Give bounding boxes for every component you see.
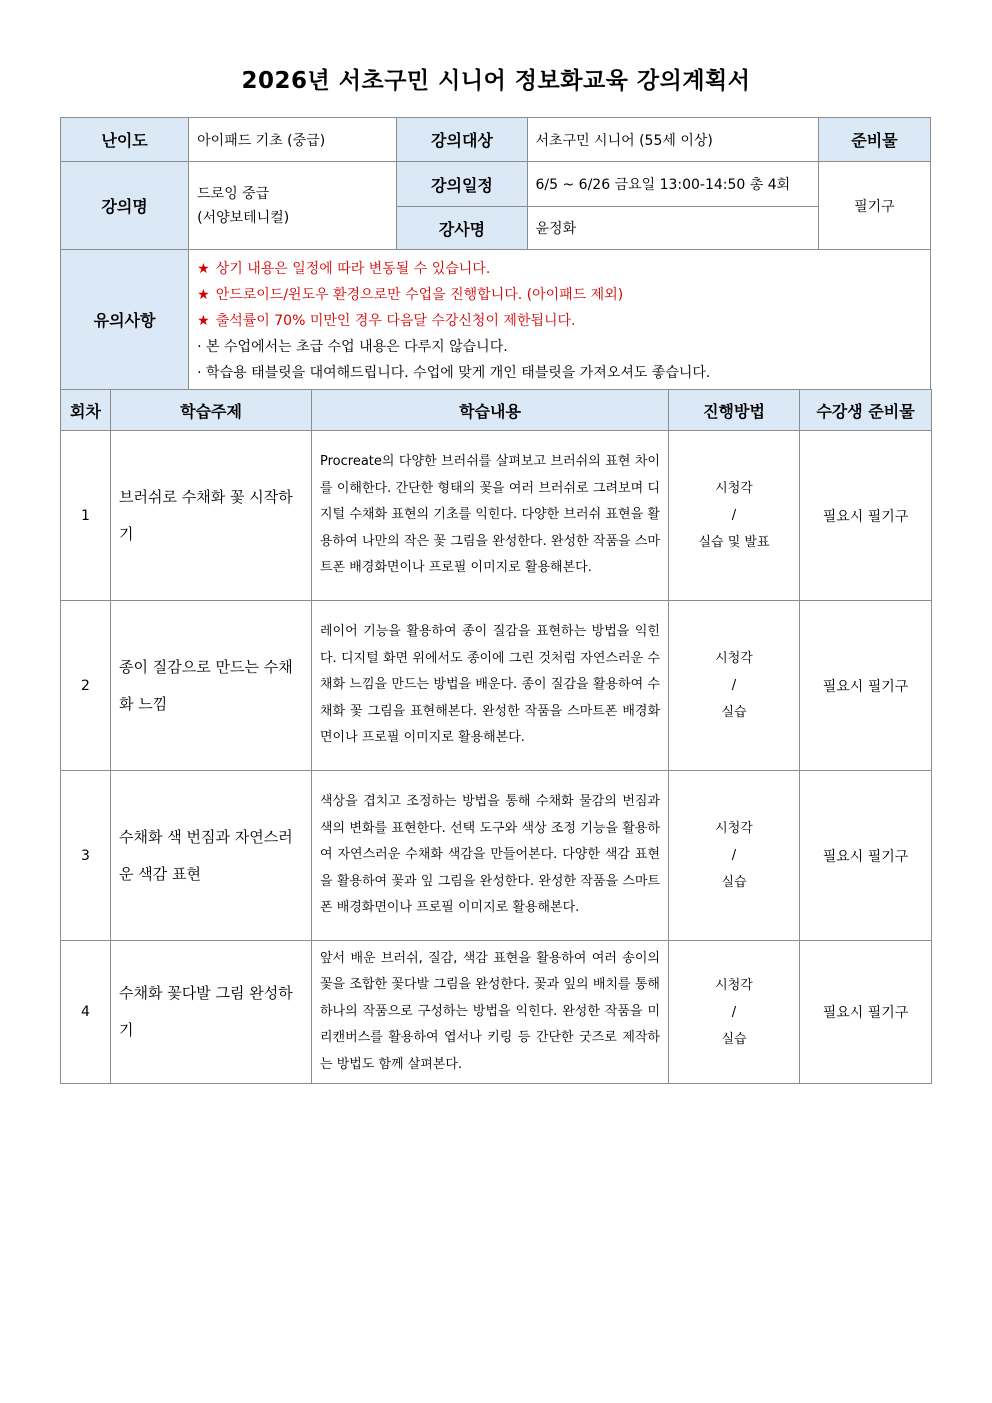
- session-number: 3: [61, 771, 111, 941]
- star-icon: ★: [197, 260, 210, 277]
- session-content: Procreate의 다양한 브러쉬를 살펴보고 브러쉬의 표현 차이를 이해한다. 간단한 형태의 꽃을 여러 브러쉬로 그려보며 디지털 수채화 표현의 기초를 익힌다. 다양한 브러쉬 표현을 활용하여 나만의 작은 꽃 그림을 완성한다. 완성한 작품을 스마트폰 배경화면이나 프로필 이미지로 활용해본다.: [312, 431, 669, 601]
- instructor-value: 윤정화: [527, 207, 818, 250]
- session-number: 1: [61, 431, 111, 601]
- level-value: 아이패드 기초 (중급): [189, 118, 397, 162]
- header-method: 진행방법: [669, 390, 800, 431]
- session-content: 앞서 배운 브러쉬, 질감, 색감 표현을 활용하여 여러 송이의 꽃을 조합한 꽃다발 그림을 완성한다. 꽃과 잎의 배치를 통해 하나의 작품으로 구성하는 방법을 익힌다. 완성한 작품을 미리캔버스를 활용하여 엽서나 키링 등 간단한 굿즈로 제작하는 방법도 함께 살펴본다.: [312, 941, 669, 1084]
- target-value: 서초구민 시니어 (55세 이상): [527, 118, 818, 162]
- session-method: 시청각 / 실습: [669, 941, 800, 1084]
- session-topic: 수채화 색 번짐과 자연스러운 색감 표현: [111, 771, 312, 941]
- level-label: 난이도: [61, 118, 189, 162]
- instructor-label: 강사명: [397, 207, 527, 250]
- session-topic: 종이 질감으로 만드는 수채화 느낌: [111, 601, 312, 771]
- note-item: ★ 안드로이드/윈도우 환경으로만 수업을 진행합니다. (아이패드 제외): [197, 286, 624, 303]
- target-label: 강의대상: [397, 118, 527, 162]
- session-method: 시청각 / 실습: [669, 771, 800, 941]
- table-row: [61, 771, 932, 941]
- star-icon: ★: [197, 312, 210, 329]
- note-item: ★ 출석률이 70% 미만인 경우 다음달 수강신청이 제한됩니다.: [197, 312, 576, 329]
- notes-label: 유의사항: [61, 250, 189, 390]
- session-method: 시청각 / 실습: [669, 601, 800, 771]
- session-prep: 필요시 필기구: [800, 941, 932, 1084]
- course-label: 강의명: [61, 162, 189, 250]
- schedule-value: 6/5 ~ 6/26 금요일 13:00-14:50 총 4회: [527, 162, 818, 207]
- note-item: · 본 수업에서는 초급 수업 내용은 다루지 않습니다.: [197, 338, 508, 355]
- star-icon: ★: [197, 286, 210, 303]
- header-content: 학습내용: [312, 390, 669, 431]
- session-prep: 필요시 필기구: [800, 771, 932, 941]
- session-topic: 수채화 꽃다발 그림 완성하기: [111, 941, 312, 1084]
- materials-label: 준비물: [818, 118, 930, 162]
- table-row: [61, 601, 932, 771]
- page-title: 2026년 서초구민 시니어 정보화교육 강의계획서: [241, 68, 751, 94]
- session-number: 2: [61, 601, 111, 771]
- course-value-line1: 드로잉 중급: [197, 185, 270, 202]
- session-prep: 필요시 필기구: [800, 601, 932, 771]
- table-row: [61, 431, 932, 601]
- lesson-plan-table: [60, 389, 932, 1084]
- course-value-line2: (서양보테니컬): [197, 209, 290, 226]
- session-number: 4: [61, 941, 111, 1084]
- course-info-table: [60, 117, 931, 390]
- header-topic: 학습주제: [111, 390, 312, 431]
- materials-value: 필기구: [818, 162, 930, 250]
- session-content: 레이어 기능을 활용하여 종이 질감을 표현하는 방법을 익힌다. 디지털 화면 위에서도 종이에 그린 것처럼 자연스러운 수채화 느낌을 만드는 방법을 배운다. 종이 질감을 활용하여 수채화 꽃 그림을 표현해본다. 완성한 작품을 스마트폰 배경화면이나 프로필 이미지로 활용해본다.: [312, 601, 669, 771]
- session-prep: 필요시 필기구: [800, 431, 932, 601]
- session-topic: 브러쉬로 수채화 꽃 시작하기: [111, 431, 312, 601]
- course-value: [189, 162, 397, 250]
- note-item: ★ 상기 내용은 일정에 따라 변동될 수 있습니다.: [197, 260, 491, 277]
- note-item: · 학습용 태블릿을 대여해드립니다. 수업에 맞게 개인 태블릿을 가져오셔도 좋습니다.: [197, 364, 711, 381]
- header-session: 회차: [61, 390, 111, 431]
- session-content: 색상을 겹치고 조정하는 방법을 통해 수채화 물감의 번짐과 색의 변화를 표현한다. 선택 도구와 색상 조정 기능을 활용하여 자연스러운 수채화 색감을 만들어본다. 다양한 색감 표현을 활용하여 꽃과 잎 그림을 완성한다. 완성한 작품을 스마트폰 배경화면이나 프로필 이미지로 활용해본다.: [312, 771, 669, 941]
- schedule-label: 강의일정: [397, 162, 527, 207]
- session-method: 시청각 / 실습 및 발표: [669, 431, 800, 601]
- notes-list: [189, 250, 931, 390]
- table-row: [61, 941, 932, 1084]
- header-student-materials: 수강생 준비물: [800, 390, 932, 431]
